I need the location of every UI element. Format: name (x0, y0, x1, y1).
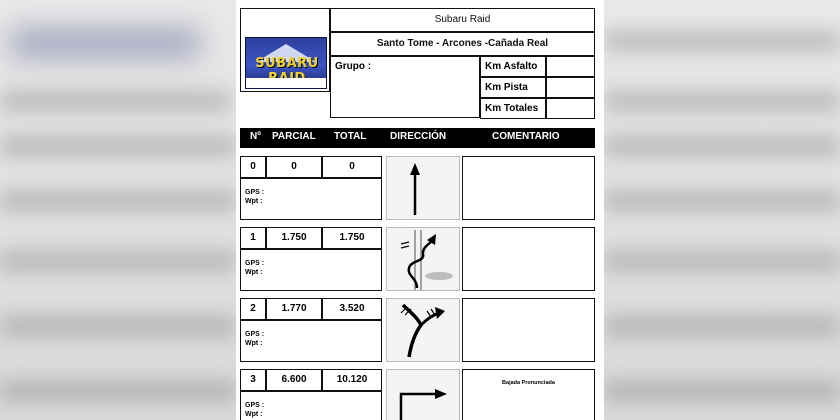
wpt-label: Wpt : (245, 411, 263, 418)
col-n: Nº (250, 131, 261, 142)
km-totales-label: Km Totales (480, 98, 546, 119)
comment-cell (462, 369, 595, 420)
grupo-cell (330, 56, 480, 118)
blurred-left-panel (0, 0, 236, 420)
col-total: TOTAL (334, 131, 367, 142)
km-totales-value (546, 98, 595, 119)
roadbook-row-1 (240, 227, 595, 293)
gps-cell (240, 320, 382, 362)
gps-cell (240, 178, 382, 220)
row-total: 1.750 (322, 227, 382, 249)
gps-cell (240, 249, 382, 291)
row-number: 1 (240, 227, 266, 249)
col-comentario: COMENTARIO (492, 131, 560, 142)
gps-label: GPS : (245, 402, 265, 409)
roadbook-row-0 (240, 156, 595, 222)
km-asfalto-value (546, 56, 595, 77)
row-parcial: 1.750 (266, 227, 322, 249)
row-number: 0 (240, 156, 266, 178)
row-parcial: 0 (266, 156, 322, 178)
winding-crossing-arrow-icon (387, 228, 461, 292)
roadbook-row-2 (240, 298, 595, 364)
comment-cell (462, 298, 595, 362)
row-parcial: 6.600 (266, 369, 322, 391)
direction-cell (386, 227, 460, 291)
logo-cell (240, 8, 330, 92)
comment-text: Bajada Pronunciada (502, 380, 555, 386)
straight-arrow-icon (387, 157, 461, 221)
col-direccion: DIRECCIÓN (390, 131, 447, 142)
roadbook-sheet (236, 0, 604, 420)
roadbook-row-3 (240, 369, 595, 420)
wpt-label: Wpt : (245, 340, 263, 347)
direction-cell (386, 156, 460, 220)
wpt-label: Wpt : (245, 269, 263, 276)
direction-cell (386, 298, 460, 362)
gps-label: GPS : (245, 189, 265, 196)
blurred-right-panel (604, 0, 840, 420)
row-parcial: 1.770 (266, 298, 322, 320)
comment-cell (462, 156, 595, 220)
row-total: 10.120 (322, 369, 382, 391)
col-parcial: PARCIAL (272, 131, 316, 142)
fork-right-arrow-icon (387, 299, 461, 363)
km-pista-value (546, 77, 595, 98)
wpt-label: Wpt : (245, 198, 263, 205)
grupo-label: Grupo : (335, 61, 372, 72)
route-name: Santo Tome - Arcones -Cañada Real (330, 32, 595, 56)
gps-label: GPS : (245, 331, 265, 338)
column-header-bar (240, 128, 595, 148)
row-number: 3 (240, 369, 266, 391)
gps-cell (240, 391, 382, 420)
comment-cell (462, 227, 595, 291)
gps-label: GPS : (245, 260, 265, 267)
km-pista-label: Km Pista (480, 77, 546, 98)
row-total: 0 (322, 156, 382, 178)
row-number: 2 (240, 298, 266, 320)
logo-text: SUBARU (255, 56, 319, 71)
subaru-raid-logo (245, 37, 327, 89)
direction-cell (386, 369, 460, 420)
turn-right-arrow-icon (387, 370, 461, 420)
document-title: Subaru Raid (330, 8, 595, 32)
km-asfalto-label: Km Asfalto (480, 56, 546, 77)
row-total: 3.520 (322, 298, 382, 320)
